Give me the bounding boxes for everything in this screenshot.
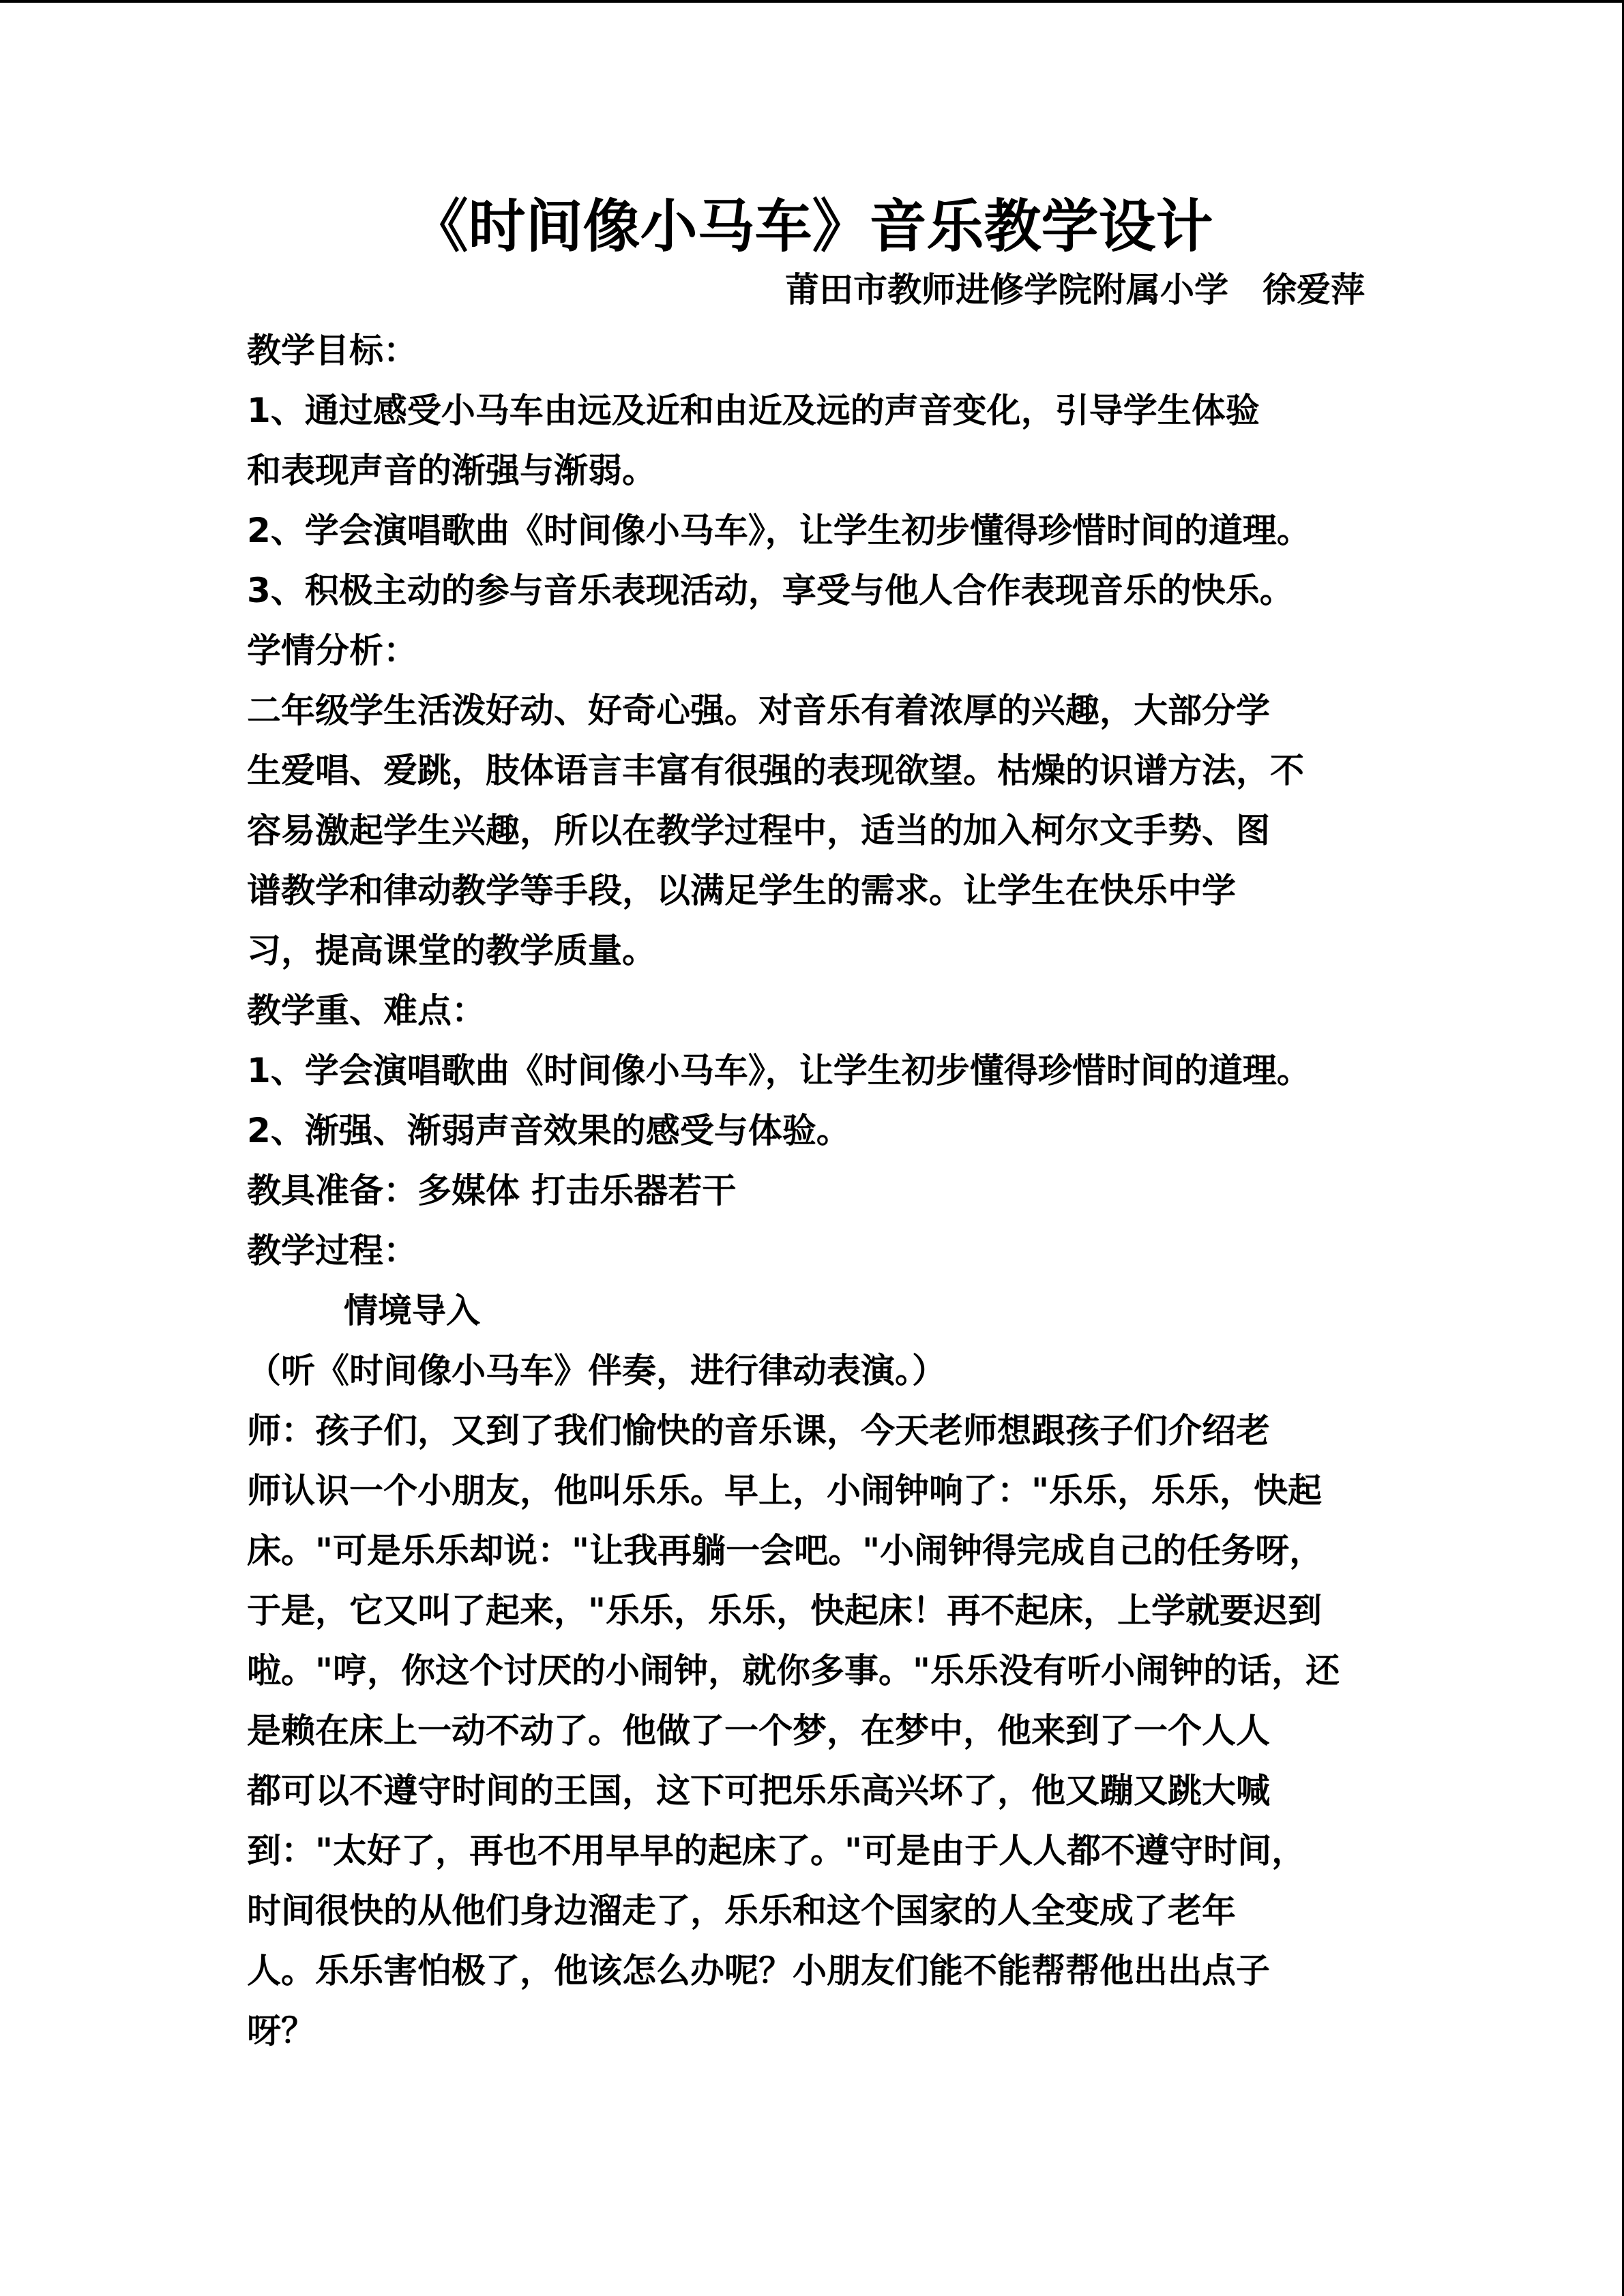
- page-top-border: [0, 0, 1624, 3]
- story-line-8: 到："太好了，再也不用早早的起床了。"可是由于人人都不遵守时间，: [247, 1831, 1306, 1870]
- story-line-6: 是赖在床上一动不动了。他做了一个梦，在梦中，他来到了一个人人: [247, 1711, 1270, 1750]
- analysis-line-2: 生爱唱、爱跳，肢体语言丰富有很强的表现欲望。枯燥的识谱方法，不: [247, 751, 1304, 790]
- story-line-5: 啦。"哼，你这个讨厌的小闹钟，就你多事。"乐乐没有听小闹钟的话，还: [247, 1651, 1340, 1690]
- analysis-line-5: 习，提高课堂的教学质量。: [247, 931, 656, 970]
- story-line-7: 都可以不遵守时间的王国，这下可把乐乐高兴坏了，他又蹦又跳大喊: [247, 1771, 1270, 1810]
- key-point-2: 2、渐强、渐弱声音效果的感受与体验。: [247, 1111, 851, 1150]
- document-title: 《时间像小马车》音乐教学设计: [411, 193, 1213, 260]
- key-point-1: 1、学会演唱歌曲《时间像小马车》，让学生初步懂得珍惜时间的道理。: [247, 1051, 1311, 1090]
- analysis-line-3: 容易激起学生兴趣，所以在教学过程中，适当的加入柯尔文手势、图: [247, 811, 1270, 850]
- subheading-scenario-intro: 情境导入: [344, 1291, 480, 1330]
- story-line-1: 师：孩子们，又到了我们愉快的音乐课，今天老师想跟孩子们介绍老: [247, 1411, 1270, 1450]
- heading-teaching-aids: 教具准备：多媒体 打击乐器若干: [247, 1171, 737, 1210]
- goal-2: 2、学会演唱歌曲《时间像小马车》，让学生初步懂得珍惜时间的道理。: [247, 511, 1311, 550]
- story-line-11: 呀？: [247, 2011, 315, 2051]
- document-body: [247, 320, 1393, 2061]
- analysis-line-4: 谱教学和律动教学等手段，以满足学生的需求。让学生在快乐中学: [247, 871, 1236, 910]
- story-line-2: 师认识一个小朋友，他叫乐乐。早上，小闹钟响了："乐乐，乐乐，快起: [247, 1471, 1323, 1510]
- activity-note: （听《时间像小马车》伴奏，进行律动表演。）: [247, 1351, 946, 1390]
- story-line-4: 于是，它又叫了起来，"乐乐，乐乐，快起床！再不起床，上学就要迟到: [247, 1591, 1323, 1630]
- heading-teaching-goals: 教学目标：: [247, 331, 417, 370]
- goal-3: 3、积极主动的参与音乐表现活动，享受与他人合作表现音乐的快乐。: [247, 571, 1294, 610]
- author-name: 徐爱萍: [1263, 270, 1365, 310]
- author-line: [785, 266, 1365, 314]
- heading-student-analysis: 学情分析：: [247, 631, 417, 670]
- story-line-10: 人。乐乐害怕极了，他该怎么办呢？小朋友们能不能帮帮他出出点子: [247, 1951, 1270, 1991]
- heading-teaching-process: 教学过程：: [247, 1231, 417, 1270]
- heading-key-points: 教学重、难点：: [247, 991, 486, 1030]
- author-affiliation: 莆田市教师进修学院附属小学: [785, 270, 1228, 310]
- goal-1-line-2: 和表现声音的渐强与渐弱。: [247, 451, 656, 490]
- story-line-3: 床。"可是乐乐却说："让我再躺一会吧。"小闹钟得完成自己的任务呀，: [247, 1531, 1324, 1570]
- story-line-9: 时间很快的从他们身边溜走了，乐乐和这个国家的人全变成了老年: [247, 1891, 1236, 1930]
- goal-1-line-1: 1、通过感受小马车由远及近和由近及远的声音变化，引导学生体验: [247, 391, 1260, 430]
- analysis-line-1: 二年级学生活泼好动、好奇心强。对音乐有着浓厚的兴趣，大部分学: [247, 691, 1270, 730]
